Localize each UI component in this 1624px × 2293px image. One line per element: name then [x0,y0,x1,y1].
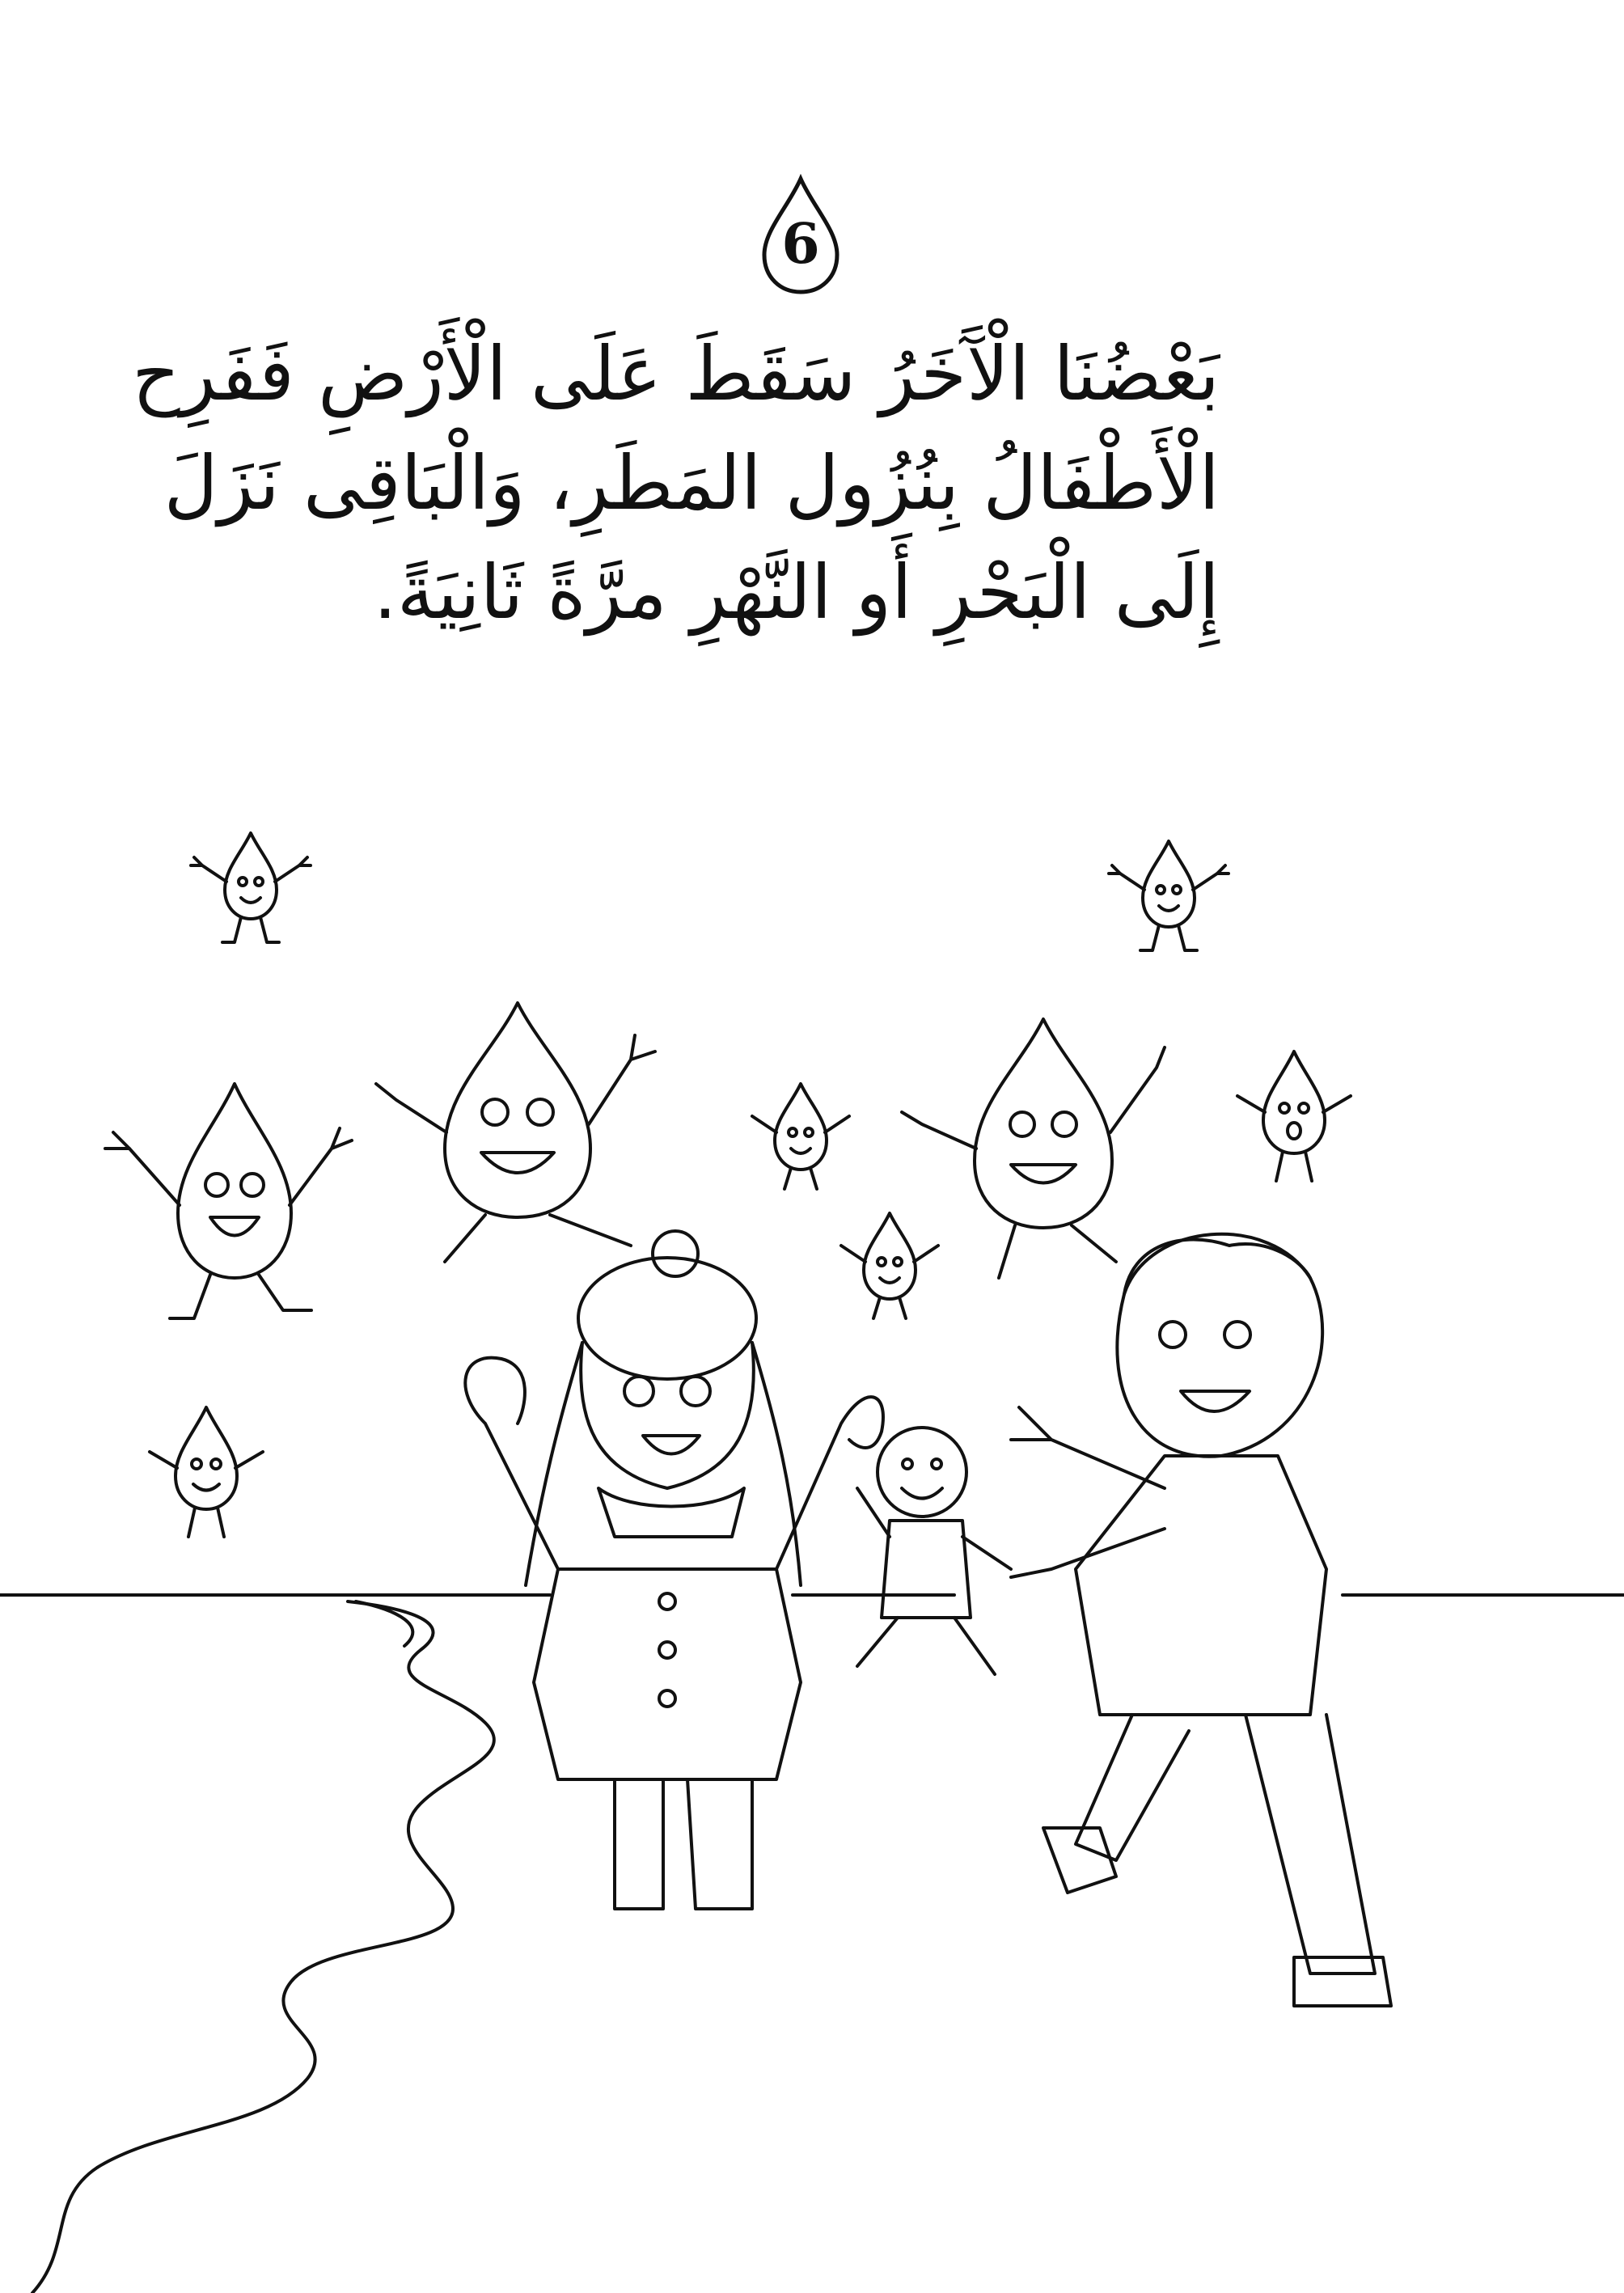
coloring-illustration [0,760,1624,2293]
story-line-3: إِلَى الْبَحْرِ أَو النَّهْرِ مرَّةً ثَانِيَةً. [373,549,1220,636]
boy-jacket [1076,1456,1326,1715]
raindrop-character-small-4 [841,1213,938,1318]
girl-character [465,1231,883,1909]
story-line-1: بَعْضُنَا الْآَخَرُ سَقَطَ عَلَى الْأَرْضِ فَفَرِح [132,331,1220,417]
raindrop-character-small-6 [150,1407,263,1537]
girl-coat [534,1569,801,1779]
raindrop-character-small-5 [1237,1051,1351,1181]
raindrop-character-small-3 [752,1084,849,1189]
boots [615,1779,752,1909]
story-text [132,319,1220,647]
right-arm-mitten [776,1397,883,1569]
raindrop-character-large-2 [376,1003,655,1262]
beret-pompom [653,1231,698,1276]
raindrop-character-large-3 [902,1019,1165,1278]
boy-hair [1124,1240,1310,1295]
scarf [598,1488,744,1537]
raindrop-character-small-1 [191,833,311,942]
boy-character [1011,1234,1391,2006]
small-child-character [857,1428,1011,1674]
boy-legs [1076,1715,1375,1974]
raindrop-character-small-2 [1109,841,1229,950]
raindrop-character-large-1 [105,1084,352,1318]
boy-head [1117,1234,1322,1457]
river-outline-2 [356,1601,412,1646]
river-outline [32,1601,494,2293]
left-arm-mitten [465,1358,558,1569]
page-number: 6 [781,212,820,277]
story-line-2: الْأَطْفَالُ بِنُزُول المَطَرِ، وَالْبَاقِى نَزَلَ [163,440,1220,527]
